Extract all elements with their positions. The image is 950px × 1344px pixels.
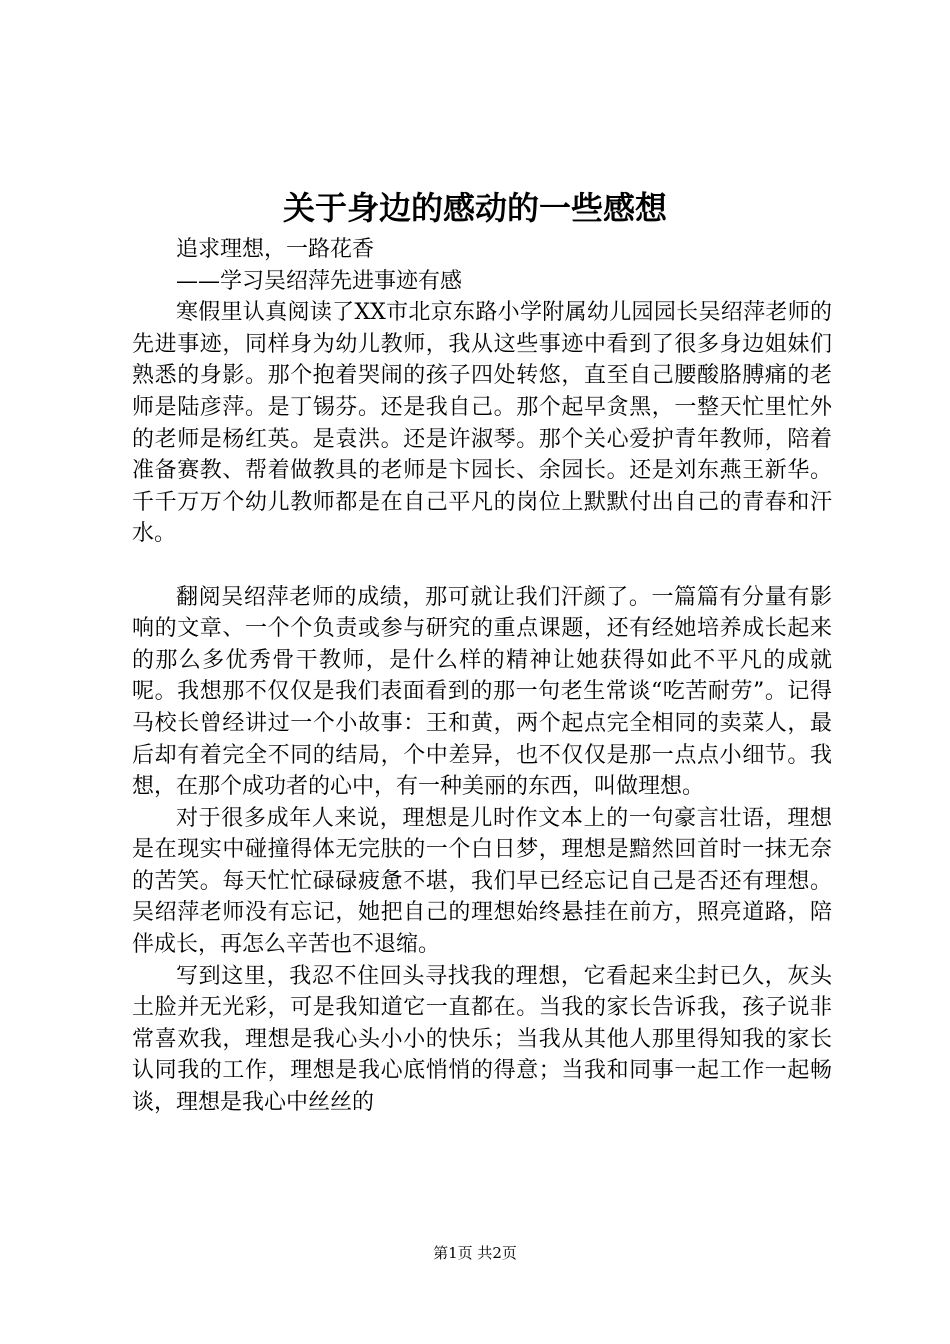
body-paragraph: 对于很多成年人来说，理想是儿时作文本上的一句豪言壮语，理想是在现实中碰撞得体无完肤的一个白日梦，理想是黯然回首时一抹无奈的苦笑。每天忙忙碌碌疲惫不堪，我们早已经忘记自己是否还有理想。吴绍萍老师没有忘记，她把自己的理想始终悬挂在前方，照亮道路，陪伴成长，再怎么辛苦也不退缩。 xyxy=(132,805,832,958)
page-footer: 第1页 共2页 xyxy=(433,1244,517,1262)
subtitle-byline: ——学习吴绍萍先进事迹有感 xyxy=(176,268,463,294)
body-paragraph: 写到这里，我忍不住回头寻找我的理想，它看起来尘封已久，灰头土脸并无光彩，可是我知道它一直都在。当我的家长告诉我，孩子说非常喜欢我，理想是我心头小小的快乐；当我从其他人那里得知我的家长认同我的工作，理想是我心底悄悄的得意；当我和同事一起工作一起畅谈，理想是我心中丝丝的 xyxy=(132,963,832,1116)
document-title: 关于身边的感动的一些感想 xyxy=(282,189,667,227)
document-body xyxy=(132,234,832,1119)
subtitle-line: 追求理想，一路花香 xyxy=(176,237,375,262)
body-paragraph: 翻阅吴绍萍老师的成绩，那可就让我们汗颜了。一篇篇有分量有影响的文章、一个个负责或参与研究的重点课题，还有经她培养成长起来的那么多优秀骨干教师，是什么样的精神让她获得如此不平凡的成就呢。我想那不仅仅是我们表面看到的那一句老生常谈“吃苦耐劳”。记得马校长曾经讲过一个小故事：王和黄，两个起点完全相同的卖菜人，最后却有着完全不同的结局，个中差异，也不仅仅是那一点点小细节。我想，在那个成功者的心中，有一种美丽的东西，叫做理想。 xyxy=(132,584,832,800)
body-paragraph: 寒假里认真阅读了XX市北京东路小学附属幼儿园园长吴绍萍老师的先进事迹，同样身为幼儿教师，我从这些事迹中看到了很多身边姐妹们熟悉的身影。那个抱着哭闹的孩子四处转悠，直至自己腰酸胳膊痛的老师是陆彦萍。是丁锡芬。还是我自己。那个起早贪黑，一整天忙里忙外的老师是杨红英。是袁洪。还是许淑琴。那个关心爱护青年教师，陪着准备赛教、帮着做教具的老师是卞园长、余园长。还是刘东燕王新华。千千万万个幼儿教师都是在自己平凡的岗位上默默付出自己的青春和汗水。 xyxy=(132,300,832,547)
